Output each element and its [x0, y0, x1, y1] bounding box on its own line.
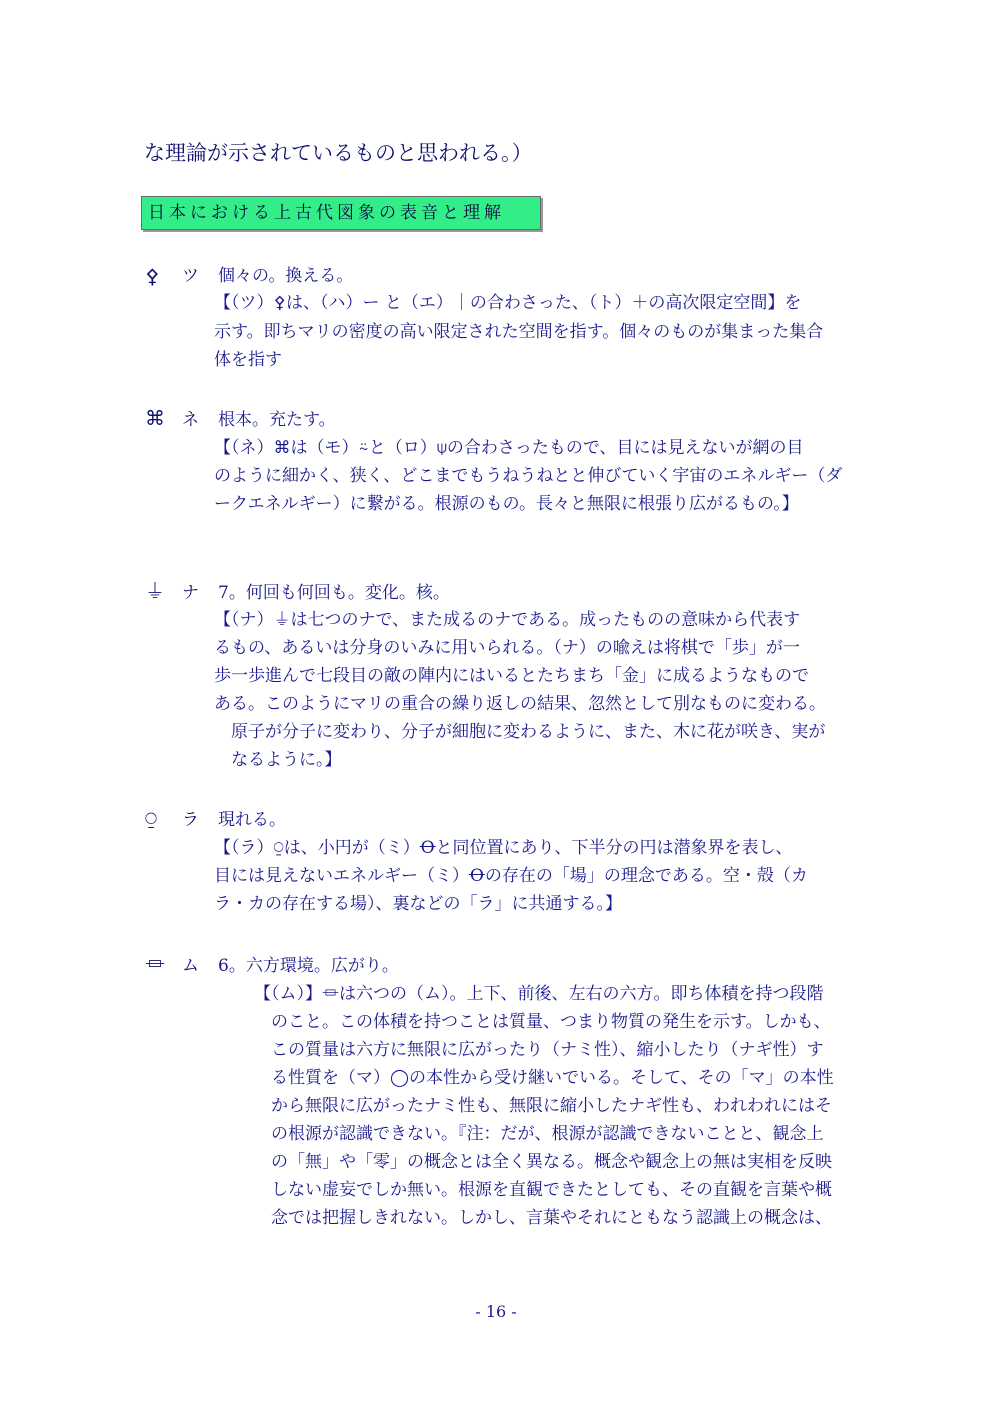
- entry-summary: 6。六方環境。広がり。: [218, 956, 399, 976]
- entry-body-line: 【（ナ）⏚は七つのナで、また成るのナである。成ったものの意味から代表す: [214, 610, 801, 630]
- entry-body-line: の根源が認識できない。『注：だが、根源が認識できないことと、観念上: [254, 1124, 824, 1144]
- entry-body-line: なるように。】: [214, 750, 342, 770]
- entry-body-line: 歩一歩進んで七段目の敵の陣内にはいるとたちまち「金」に成るようなもので: [214, 666, 809, 686]
- entry-body-line: る性質を（マ）◯の本性から受け継いでいる。そして、その「マ」の本性: [254, 1068, 834, 1088]
- entry-body-line: 【（ム）】⏛は六つの（ム）。上下、前後、左右の六方。即ち体積を持つ段階: [254, 984, 824, 1004]
- section-heading-box: [141, 196, 541, 230]
- entry-body-line: 原子が分子に変わり、分子が細胞に変わるように、また、木に花が咲き、実が: [214, 722, 826, 742]
- section-heading: 日本における上古代図象の表音と理解: [148, 203, 505, 223]
- entry-body-line: 示す。即ちマリの密度の高い限定された空間を指す。個々のものが集まった集合: [214, 322, 824, 342]
- entry-body-line: のこと。この体積を持つことは質量、つまり物質の発生を示す。しかも、: [254, 1012, 831, 1032]
- entry-kana: ム: [182, 956, 199, 976]
- entry-body-line: るもの、あるいは分身のいみに用いられる。（ナ）の喩えは将棋で「歩」が一: [214, 638, 800, 658]
- entry-body-line: しない虚妄でしか無い。根源を直観できたとしても、その直観を言葉や概: [254, 1180, 832, 1200]
- intro-text: な理論が示されているものと思われる。）: [144, 141, 533, 165]
- na-symbol-icon: ⏚: [145, 579, 165, 603]
- entry-kana: ツ: [182, 266, 199, 286]
- entry-summary: 根本。充たす。: [218, 410, 336, 430]
- entry-body-line: この質量は六方に無限に広がったり（ナミ性）、縮小したり（ナギ性）す: [254, 1040, 824, 1060]
- entry-body-line: 目には見えないエネルギー（ミ）Ꝋの存在の「場」の理念である。空・殻（カ: [214, 866, 808, 886]
- entry-kana: ナ: [182, 583, 199, 603]
- entry-body-line: 念では把握しきれない。しかし、言葉やそれにともなう認識上の概念は、: [254, 1208, 832, 1228]
- entry-body-line: のように細かく、狭く、どこまでもうねうねとと伸びていく宇宙のエネルギー（ダ: [214, 466, 843, 486]
- entry-body-line: ークエネルギー）に繋がる。根源のもの。長々と無限に根張り広がるもの。】: [214, 494, 799, 514]
- entry-summary: 現れる。: [218, 810, 286, 830]
- entry-kana: ネ: [182, 410, 199, 430]
- entry-body-line: 【（ツ）⚴は、（ハ）ー と（エ）｜の合わさった、（ト）＋の高次限定空間】を: [214, 293, 802, 313]
- tsu-symbol-icon: ⚴: [145, 264, 160, 288]
- ra-symbol-icon: ⍜: [145, 806, 157, 830]
- entry-body-line: 【（ラ）⍜は、小円が（ミ）Ꝋと同位置にあり、下半分の円は潜象界を表し、: [214, 838, 793, 858]
- entry-body-line: 体を指す: [214, 350, 282, 370]
- entry-summary: 7。何回も何回も。変化。核。: [218, 583, 450, 603]
- entry-kana: ラ: [182, 810, 199, 830]
- ne-symbol-icon: ⌘: [145, 406, 165, 430]
- entry-body-line: 【（ネ）⌘は（モ）⍨と（ロ）⍦の合わさったもので、目には見えないが網の目: [214, 438, 804, 458]
- mu-symbol-icon: ⏛: [145, 952, 165, 976]
- page-number: - 16 -: [475, 1302, 517, 1321]
- entry-summary: 個々の。換える。: [218, 266, 354, 286]
- entry-body-line: ある。このようにマリの重合の繰り返しの結果、忽然として別なものに変わる。: [214, 694, 826, 714]
- entry-body-line: の「無」や「零」の概念とは全く異なる。概念や観念上の無は実相を反映: [254, 1152, 832, 1172]
- entry-body-line: から無限に広がったナミ性も、無限に縮小したナギ性も、われわれにはそ: [254, 1096, 832, 1116]
- entry-body-line: ラ・カの存在する場）、裏などの「ラ」に共通する。】: [214, 894, 622, 914]
